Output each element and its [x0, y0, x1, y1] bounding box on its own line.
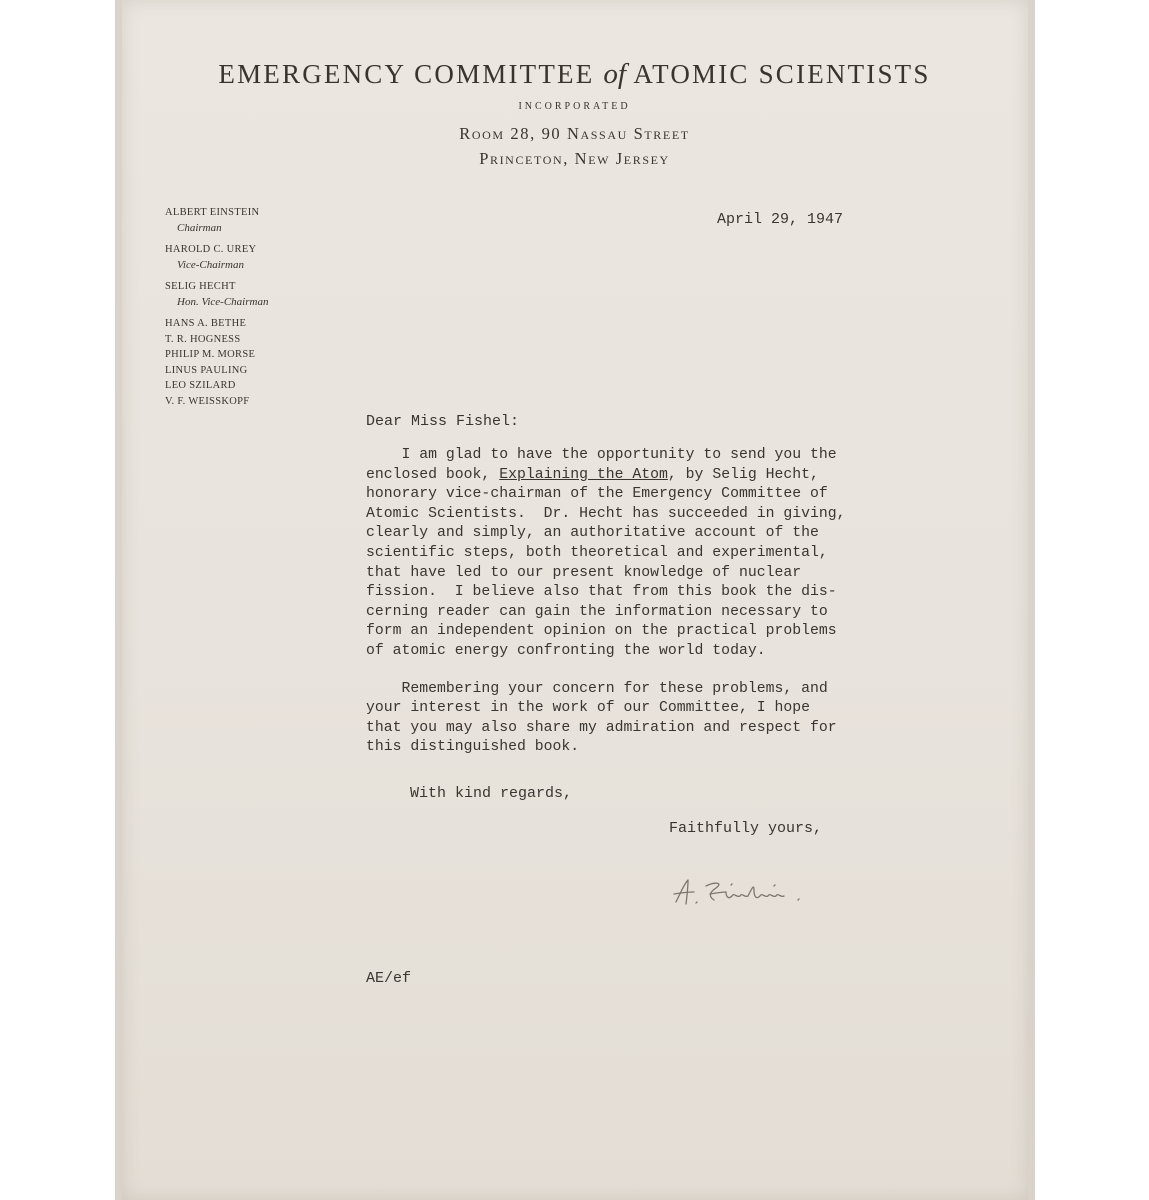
text-line: form an independent opinion on the practical problems — [366, 623, 837, 640]
text-line: cerning reader can gain the information necessary to — [366, 603, 828, 620]
letter-body — [366, 413, 906, 758]
address-line-1: Room 28, 90 Nassau Street — [459, 124, 690, 143]
incorporated-label: INCORPORATED — [518, 101, 631, 112]
closing-regards: With kind regards, — [410, 785, 573, 802]
member-entry — [165, 378, 365, 394]
letter-date: April 29, 1947 — [717, 211, 844, 228]
member-name: V. F. WEISSKOPF — [165, 395, 250, 407]
signature-image — [666, 874, 816, 914]
member-entry — [165, 363, 365, 379]
text-line: this distinguished book. — [366, 739, 580, 756]
text-line: that have led to our present knowledge of nuclear — [366, 564, 802, 581]
member-name: HAROLD C. UREY — [165, 244, 257, 255]
member-name: LINUS PAULING — [165, 364, 248, 376]
text-line: fission. I believe also that from this book the dis- — [366, 584, 837, 601]
paragraph-2 — [366, 680, 906, 758]
organization-name — [0, 58, 1149, 91]
member-entry — [165, 347, 365, 363]
address-line-2: Princeton, New Jersey — [479, 149, 670, 168]
member-entry — [165, 394, 365, 410]
org-name-part2: ATOMIC SCIENTISTS — [633, 59, 931, 89]
committee-members-list — [165, 205, 365, 409]
member-entry — [165, 279, 365, 310]
closing-sign-off: Faithfully yours, — [669, 820, 823, 837]
text-line: scientific steps, both theoretical and experimental, — [366, 544, 828, 561]
text-line — [366, 466, 906, 486]
text-line: Atomic Scientists. Dr. Hecht has succeeded in giving, — [366, 505, 846, 522]
member-role: Vice-Chairman — [177, 258, 245, 271]
member-entry — [165, 316, 365, 332]
org-name-of: of — [603, 58, 626, 90]
member-name: HANS A. BETHE — [165, 318, 247, 329]
member-entry — [165, 332, 365, 348]
text-segment: , by Selig Hecht, — [667, 466, 819, 483]
member-name: PHILIP M. MORSE — [165, 349, 256, 360]
text-line: honorary vice-chairman of the Emergency Committee of — [366, 486, 828, 503]
paragraph-1 — [366, 446, 906, 662]
salutation: Dear Miss Fishel: — [366, 413, 520, 430]
member-name: ALBERT EINSTEIN — [165, 207, 260, 218]
member-entry — [165, 205, 365, 236]
text-line: clearly and simply, an authoritative account of the — [366, 525, 819, 542]
text-segment: enclosed book, — [366, 466, 500, 483]
org-name-part1: EMERGENCY COMMITTEE — [218, 59, 595, 89]
member-name: LEO SZILARD — [165, 380, 236, 391]
text-line: of atomic energy confronting the world today. — [366, 642, 766, 659]
member-name: SELIG HECHT — [165, 281, 236, 292]
text-line: Remembering your concern for these problems, and — [366, 680, 828, 697]
member-entry — [165, 242, 365, 273]
member-name: T. R. HOGNESS — [165, 333, 241, 345]
member-role: Hon. Vice-Chairman — [177, 295, 269, 308]
typist-initials: AE/ef — [366, 970, 412, 987]
member-role: Chairman — [177, 221, 222, 234]
text-line: I am glad to have the opportunity to send you the — [366, 447, 837, 463]
book-title: Explaining the Atom — [499, 466, 668, 483]
text-line: that you may also share my admiration and respect for — [366, 719, 837, 736]
text-line: your interest in the work of our Committee, I hope — [366, 700, 810, 717]
